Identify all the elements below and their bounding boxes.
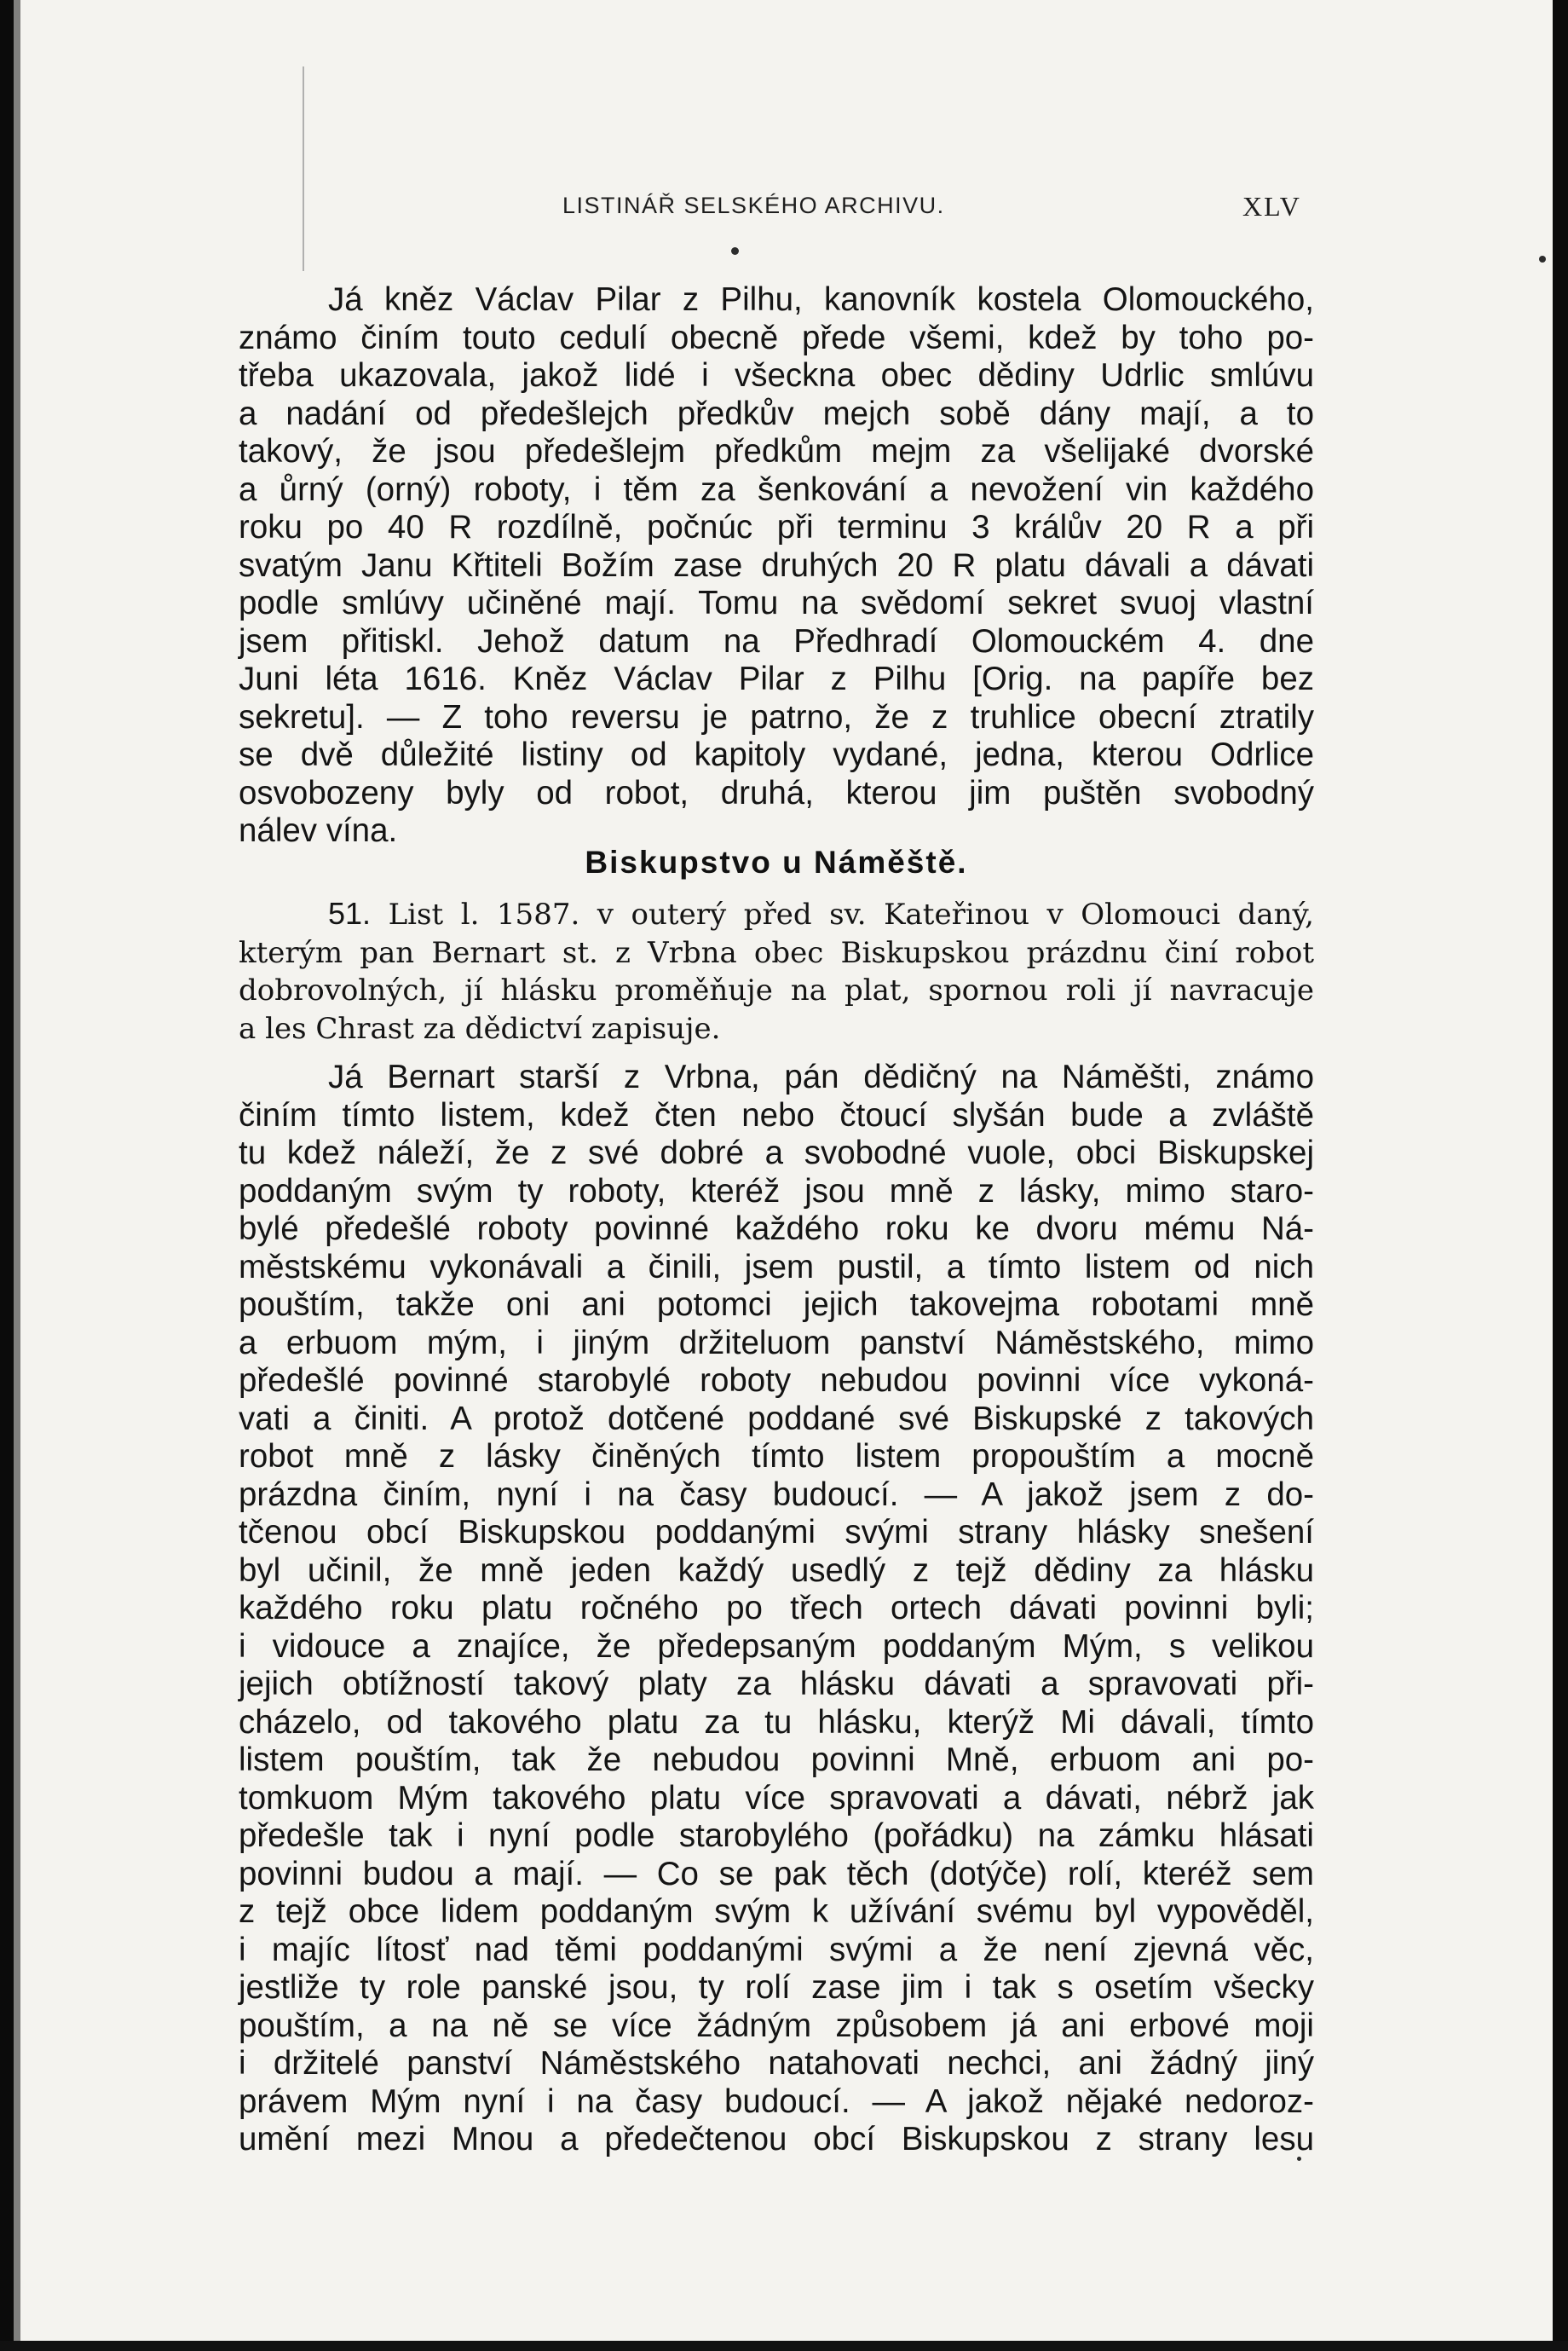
text-line: osvobozeny byly od robot, druhá, kterou jim puštěn svobodný bbox=[239, 774, 1314, 812]
text-line: městskému vykonávali a činili, jsem pustil, a tímto listem od nich bbox=[239, 1248, 1314, 1285]
text-line: takový, že jsou předešlejm předkům mejm za všelijaké dvorské bbox=[239, 433, 1314, 470]
text-line: byl učinil, že mně jeden každý usedlý z tejž dědiny za hlásku bbox=[239, 1551, 1314, 1589]
text-line: z tejž obce lidem poddaným svým k užívání svému byl vypověděl, bbox=[239, 1893, 1314, 1930]
text-line: nálev vína. bbox=[239, 812, 398, 849]
text-line: se dvě důležité listiny od kapitoly vydané, jedna, kterou Odrlice bbox=[239, 736, 1314, 773]
scan-left-shadow bbox=[14, 0, 20, 2351]
text-line: pouštím, a na ně se více žádným způsobem já ani erbové moji bbox=[239, 2007, 1314, 2044]
text-line: umění mezi Mnou a předečtenou obcí Biskupskou z strany lesu bbox=[239, 2121, 1314, 2157]
text-line: Juni léta 1616. Kněz Václav Pilar z Pilhu [Orig. na papíře bez bbox=[239, 661, 1314, 697]
text-line: sekretu]. — Z toho reversu je patrno, že z truhlice obecní ztratily bbox=[239, 698, 1314, 736]
text-line: předešle tak i nyní podle starobylého (pořádku) na zámku hlásati bbox=[239, 1817, 1314, 1854]
entry-51-summary bbox=[239, 895, 1314, 1048]
scan-left-border bbox=[0, 0, 14, 2351]
text-line: podle smlúvy učiněné mají. Tomu na svědomí sekret svuoj vlastní bbox=[239, 585, 1314, 621]
text-line: a ůrný (orný) roboty, i těm za šenkování a nevožení vin každého bbox=[239, 471, 1314, 508]
text-line: jejich obtížností takový platy za hlásku dávati a spravovati při- bbox=[239, 1666, 1314, 1702]
section-heading: Biskupstvo u Náměště. bbox=[585, 845, 968, 880]
text-line: třeba ukazovala, jakož lidé i všeckna obec dědiny Udrlic smlúvu bbox=[239, 357, 1314, 394]
text-line: vati a činiti. A protož dotčené poddané své Biskupské z takových bbox=[239, 1400, 1314, 1437]
text-line: svatým Janu Křtiteli Božím zase druhých 20 R platu dávali a dávati bbox=[239, 546, 1314, 584]
text-line: Já kněz Václav Pilar z Pilhu, kanovník kostela Olomouckého, bbox=[328, 281, 1314, 318]
entry-line: kterým pan Bernart st. z Vrbna obec Biskupskou prázdnu činí robot bbox=[239, 935, 1314, 970]
text-line: prázdna činím, nyní i na časy budoucí. — A jakož jsem z do- bbox=[239, 1476, 1314, 1513]
text-line: a erbuom mým, i jiným držiteluom panství Náměstského, mimo bbox=[239, 1324, 1314, 1361]
running-title: LISTINÁŘ SELSKÉHO ARCHIVU. bbox=[562, 193, 945, 218]
text-line: cházelo, od takového platu za tu hlásku, kterýž Mi dávali, tímto bbox=[239, 1703, 1314, 1741]
page-number: XLV bbox=[1242, 191, 1301, 222]
text-line: právem Mým nyní i na časy budoucí. — A jakož nějaké nedoroz- bbox=[239, 2082, 1314, 2120]
entry-line: a les Chrast za dědictví zapisuje. bbox=[239, 1011, 721, 1046]
ink-speck bbox=[1539, 256, 1546, 263]
text-line: roku po 40 R rozdílně, počnúc při terminu 3 králův 20 R a při bbox=[239, 509, 1314, 546]
text-line: známo činím touto cedulí obecně přede všemi, kdež by toho po- bbox=[239, 319, 1314, 356]
scan-right-border bbox=[1553, 0, 1568, 2351]
margin-rule-line bbox=[303, 66, 304, 271]
text-line: jestliže ty role panské jsou, ty rolí zase jim i tak s osetím všecky bbox=[239, 1969, 1314, 2006]
text-line: pouštím, takže oni ani potomci jejich takovejma robotami mně bbox=[239, 1286, 1314, 1323]
text-line: listem pouštím, tak že nebudou povinni Mně, erbuom ani po- bbox=[239, 1742, 1314, 1778]
text-line: tčenou obcí Biskupskou poddanými svými strany hlásky snešení bbox=[239, 1514, 1314, 1551]
text-line: povinni budou a mají. — Co se pak těch (dotýče) rolí, kteréž sem bbox=[239, 1855, 1314, 1892]
text-line: každého roku platu ročného po třech ortech dávati povinni byli; bbox=[239, 1590, 1314, 1626]
text-line: bylé předešlé roboty povinné každého roku ke dvoru mému Ná- bbox=[239, 1210, 1314, 1247]
text-line: i majíc lítosť nad těmi poddanými svými a že není zjevná věc, bbox=[239, 1931, 1314, 1968]
text-line: činím tímto listem, kdež čten nebo čtoucí slyšán bude a zvláště bbox=[239, 1096, 1314, 1134]
entry-text: List l. 1587. v outerý před sv. Kateřinou v Olomouci daný, bbox=[388, 898, 1314, 932]
text-line: a nadání od předešlejch předkův mejch sobě dány mají, a to bbox=[239, 395, 1314, 432]
entry-line: dobrovolných, jí hlásku proměňuje na plat, spornou roli jí navracuje bbox=[239, 973, 1314, 1008]
text-line: předešlé povinné starobylé roboty nebudou povinni více vykoná- bbox=[239, 1362, 1314, 1399]
text-line: tu kdež náleží, že z své dobré a svobodné vuole, obci Biskupskej bbox=[239, 1135, 1314, 1171]
ink-speck bbox=[731, 247, 739, 255]
text-line: jsem přitiskl. Jehož datum na Předhradí Olomouckém 4. dne bbox=[239, 622, 1314, 660]
text-line: tomkuom Mým takového platu více spravovati a dávati, nébrž jak bbox=[239, 1779, 1314, 1817]
text-line: Já Bernart starší z Vrbna, pán dědičný na Náměšti, známo bbox=[328, 1059, 1314, 1095]
text-line: robot mně z lásky činěných tímto listem propouštím a mocně bbox=[239, 1438, 1314, 1475]
entry-first-line bbox=[239, 895, 1314, 934]
paragraph-1 bbox=[239, 281, 1314, 851]
entry-number: 51. bbox=[328, 896, 372, 931]
paragraph-2 bbox=[239, 1059, 1314, 2159]
text-line: i držitelé panství Náměstského natahovati nechci, ani žádný jiný bbox=[239, 2045, 1314, 2082]
scan-bottom-border bbox=[0, 2341, 1568, 2351]
text-line: poddaným svým ty roboty, kteréž jsou mně z lásky, mimo staro- bbox=[239, 1172, 1314, 1210]
text-line: i vidouce a znajíce, že předepsaným poddaným Mým, s velikou bbox=[239, 1627, 1314, 1665]
